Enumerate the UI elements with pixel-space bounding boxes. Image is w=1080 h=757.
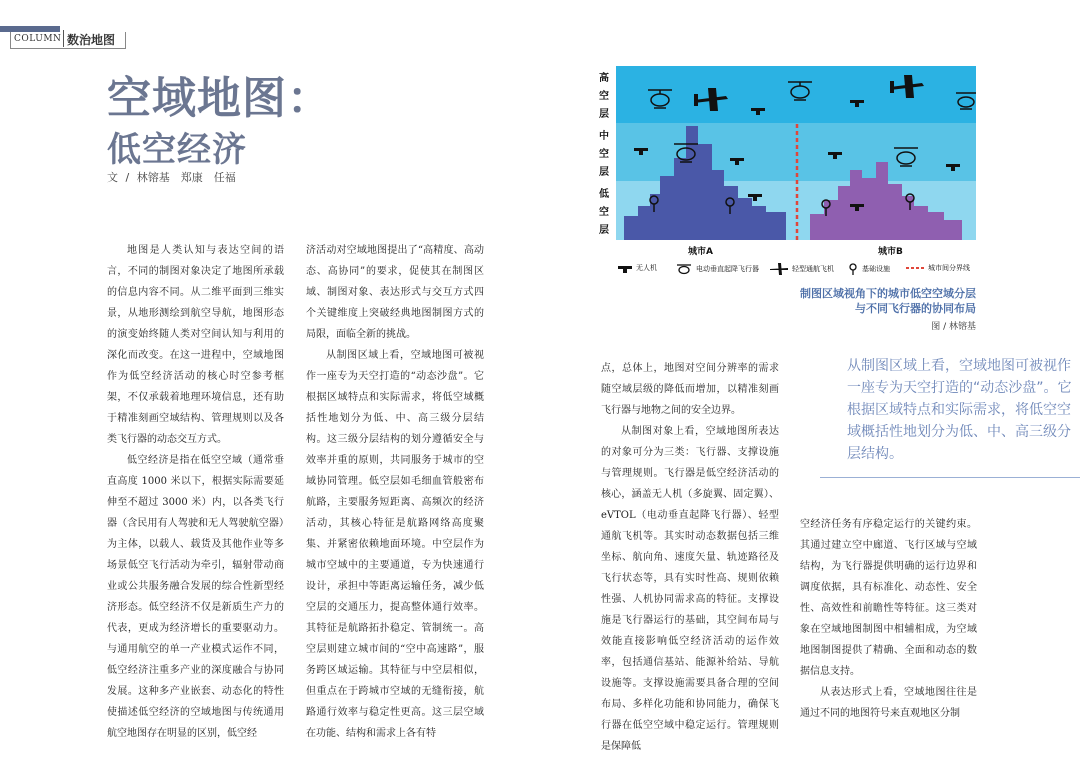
high-layer-band — [616, 66, 976, 123]
boundary-line-icon — [906, 265, 924, 271]
text-column-2 — [306, 240, 484, 744]
city-b-label: 城市B — [878, 247, 903, 257]
airspace-figure — [594, 66, 978, 242]
text-column-1 — [107, 240, 284, 744]
legend-plane-label: 轻型通航飞机 — [792, 265, 834, 273]
column-tag: COLUMN — [14, 34, 62, 44]
evtol-icon — [676, 263, 692, 275]
header-divider — [63, 30, 64, 47]
byline: 文 / 林镕基 郑康 任福 — [107, 171, 236, 184]
legend-evtol-label: 电动垂直起降飞行器 — [696, 265, 759, 273]
layer-label-high: 高空层 — [599, 73, 609, 120]
city-a-label: 城市A — [688, 247, 713, 257]
legend-boundary-label: 城市间分界线 — [928, 264, 970, 272]
column-header — [0, 26, 135, 48]
text-column-4 — [800, 514, 977, 724]
article-title: 空域地图： — [107, 73, 332, 124]
legend-drone-label: 无人机 — [636, 264, 657, 272]
article-subtitle: 低空经济 — [107, 130, 247, 170]
legend-drone — [618, 263, 657, 273]
paragraph: 从制图对象上看，空域地图所表达的对象可分为三类：飞行器、支撑设施与管理规则。飞行器是低空经济活动的核心，涵盖无人机（多旋翼、固定翼）、eVTOL（电动垂直起降飞行器）、轻型通航飞机等。其实时动态数据包括三维坐标、航向角、速度矢量、轨迹路径及飞行状态等，具有实时性高、规则依赖性强、人机协同需求高的特征。支撑设施是飞行器运行的基础，其空间布局与效能直接影响低空经济活动的运作效率，包括通信基站、能源补给站、导航设施等。支撑设施需要具备合理的空间布局、多样化功能和协同能力，确保飞行器在低空空域中稳定运行。管理规则是保障低 — [601, 426, 779, 752]
legend-evtol — [676, 263, 759, 275]
pull-quote: 从制图区域上看，空域地图可被视作一座专为天空打造的“动态沙盘”。它根据区域特点和实际需求，将低空空域概括性地划分为低、中、高三级分层结构。 — [847, 358, 1072, 462]
paragraph: 地图是人类认知与表达空间的语言，不同的制图对象决定了地图所承载的信息内容不同。从二维平面到三维实景，从地形测绘到航空导航，地图形态的演变始终随人类对空间认知与利用的深化而改变。在这一进程中，空域地图作为低空经济活动的核心时空参考框架，不仅承载着地理环境信息，还有助于精准刻画空域结构、管理规则以及各类飞行器的动态交互方式。 — [107, 245, 284, 445]
layer-label-mid: 中空层 — [599, 131, 609, 178]
legend-plane — [770, 263, 834, 275]
drone-icon — [618, 263, 632, 273]
paragraph: 低空经济是指在低空空域（通常垂直高度 1000 米以下，根据实际需要延伸至不超过 3000 米）内，以各类飞行器（含民用有人驾驶和无人驾驶航空器）为主体，以载人、载货及其他作业等多场景低空飞行活动为牵引，辐射带动商业或公共服务融合发展的综合性新型经济形态。低空经济不仅是新质生产力的代表，更成为经济增长的重要驱动力。与通用航空的单一产业模式运作不同，低空经济注重多产业的深度融合与协同发展。这种多产业嵌套、动态化的特性使描述低空经济的空域地图与传统通用航空地图存在明显的区别，低空经 — [107, 455, 284, 739]
legend-boundary — [906, 263, 970, 273]
figure-caption: 制图区域视角下的城市低空空域分层 与不同飞行器的协同布局 — [800, 287, 976, 315]
layer-label-low: 低空层 — [599, 189, 609, 236]
figure-credit: 图 / 林镕基 — [931, 322, 976, 332]
text-column-3 — [601, 358, 779, 757]
paragraph: 从表达形式上看，空域地图往往是通过不同的地图符号来直观地区分制 — [800, 687, 977, 719]
legend-facility — [848, 263, 890, 275]
figure-legend — [618, 260, 978, 280]
paragraph: 从制图区域上看，空域地图可被视作一座专为天空打造的“动态沙盘”。它根据区域特点和实际需求，将低空域概括性地划分为低、中、高三级分层结构。这三级分层结构的划分遵循安全与效率并重的原则，共同服务于城市的空域协同管理。低空层如毛细血管般密布航路，主要服务短距离、高频次的经济活动，其核心特征是航路网络高度聚集、并紧密依赖地面环境。中空层作为城市空域中的主要通道，专为快速通行设计，承担中等距离运输任务，减少低空层的交通压力，提高整体通行效率。其特征是航路拓扑稳定、管制统一。高空层则建立城市间的“空中高速路”，服务跨区域运输。其特征与中空层相似，但重点在于跨城市空域的无缝衔接，航路通行效率与稳定性更高。这三层空域在功能、结构和需求上各有特 — [306, 350, 484, 739]
paragraph: 空经济任务有序稳定运行的关键约束。其通过建立空中廊道、飞行区域与空域结构，为飞行器提供明确的运行边界和调度依据，具有标准化、动态性、安全性、高效性和前瞻性等特征。这三类对象在空域地图制图中相辅相成，为空域地图制图提供了精确、全面和动态的数据信息支持。 — [800, 519, 977, 677]
facility-icon — [848, 263, 858, 275]
paragraph: 点，总体上，地图对空间分辨率的需求随空域层级的降低而增加，以精准刻画飞行器与地物之间的安全边界。 — [601, 363, 779, 416]
paragraph: 济活动对空域地图提出了“高精度、高动态、高协同”的要求，促使其在制图区域、制图对象、表达形式与交互方式四个关键维度上突破经典地图制图方式的局限，面临全新的挑战。 — [306, 245, 484, 340]
column-name: 数治地图 — [67, 33, 116, 47]
airspace-illustration — [594, 66, 978, 242]
pull-quote-rule — [820, 477, 1080, 478]
legend-facility-label: 基础设施 — [862, 265, 890, 273]
light-aircraft-icon — [770, 263, 788, 275]
